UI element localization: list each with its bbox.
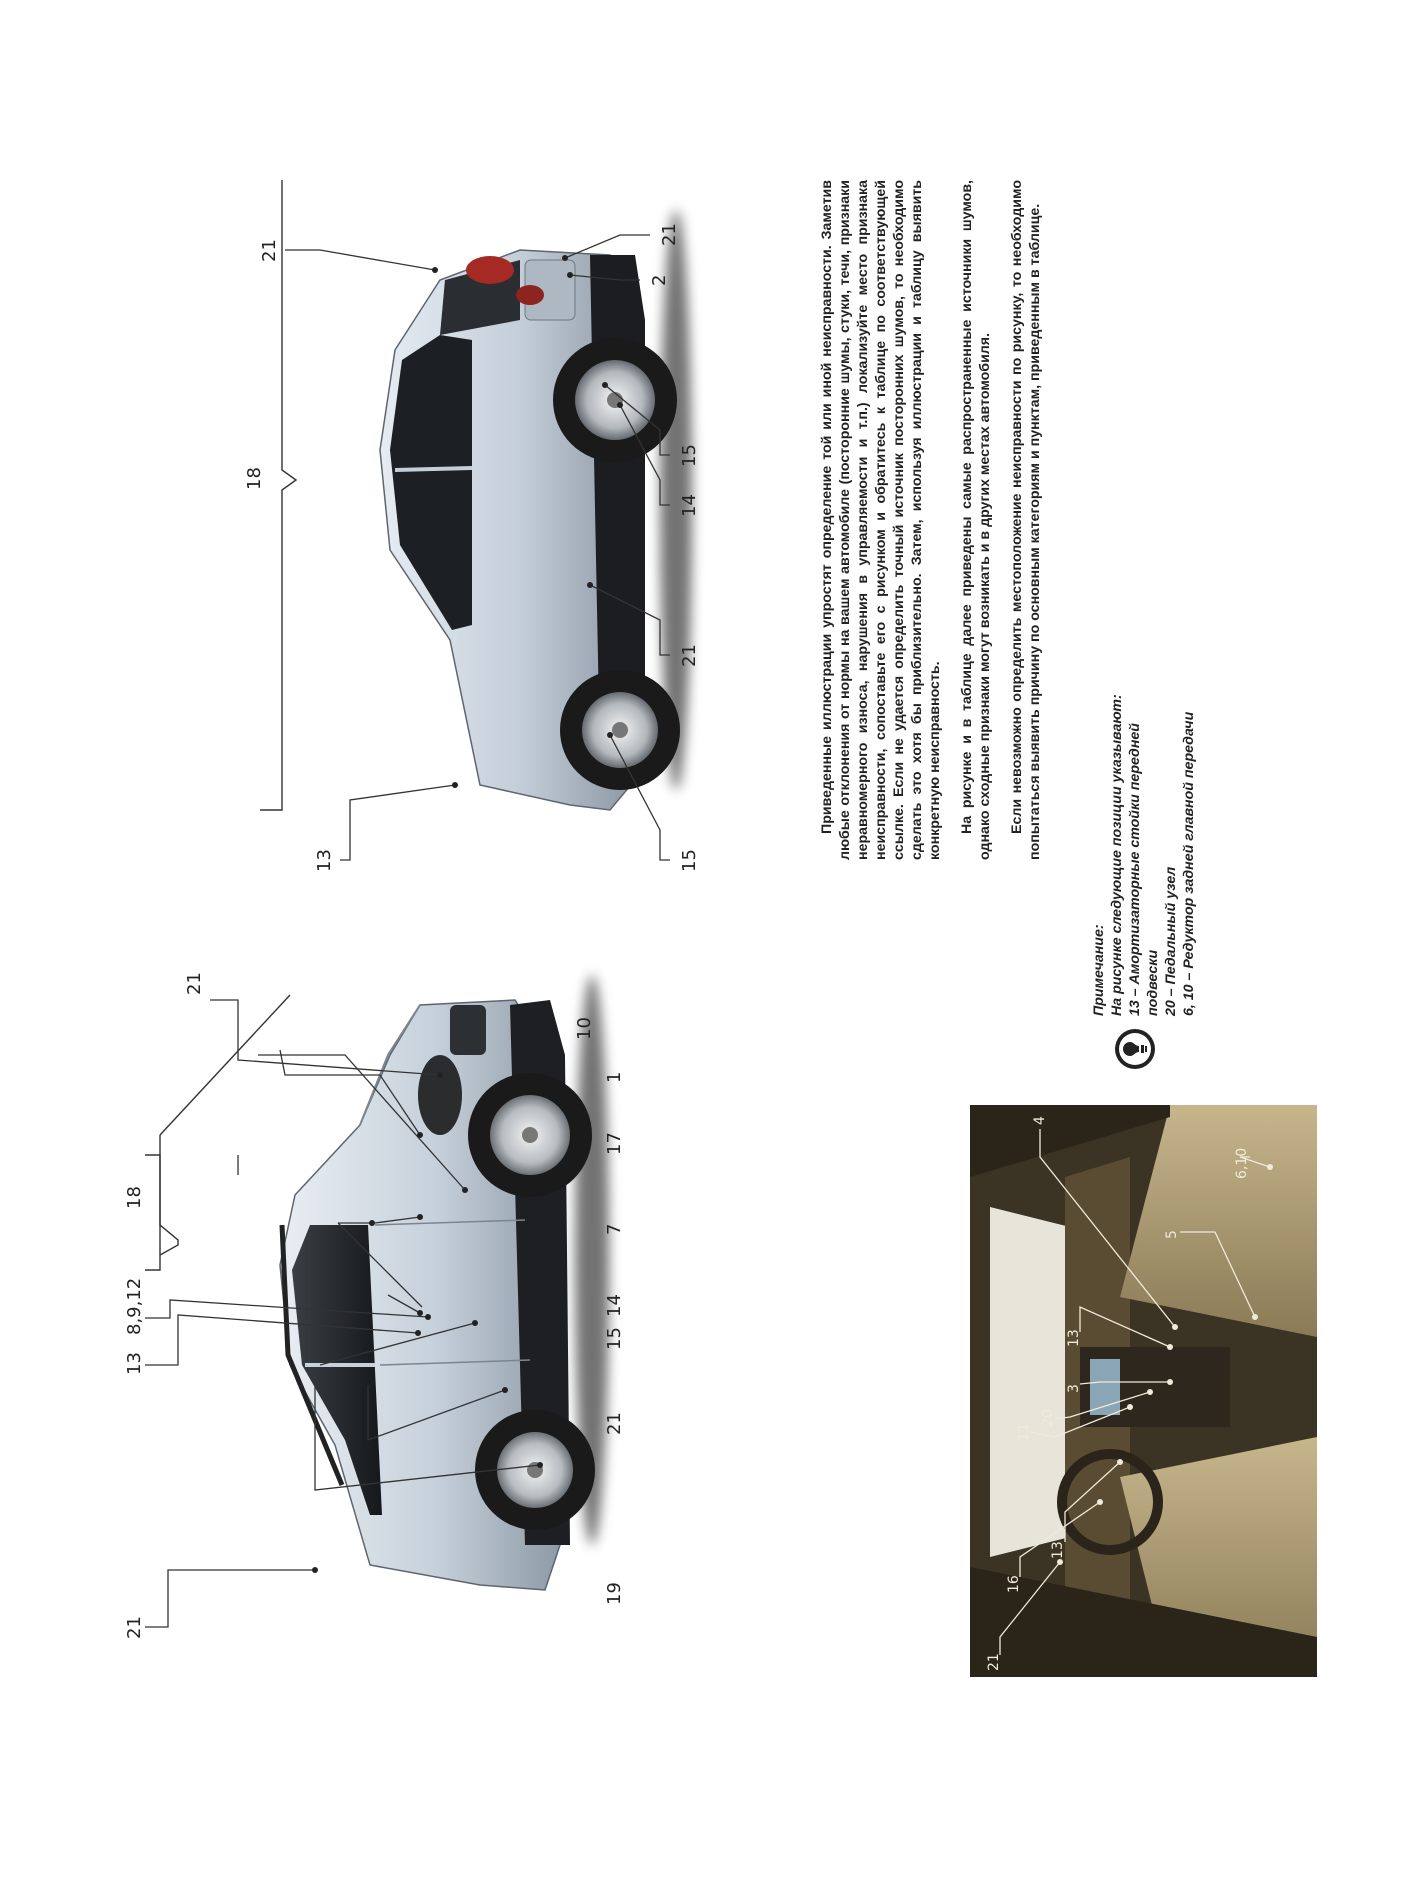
callout-17: 17 [604,1132,625,1155]
callout-7: 7 [604,1223,625,1235]
callout-20: 20 [1040,1409,1056,1427]
callout-21-rear: 21 [184,972,205,995]
callout-21-top: 21 [259,239,280,262]
note-title: Примечание: [1091,924,1107,1016]
callout-21: 21 [986,1653,1002,1671]
callout-15-front: 15 [679,849,700,872]
car-front-figure [120,960,630,1695]
callout-21-mid: 21 [679,644,700,667]
paragraph-3: Если невозможно определить местоположение неисправности по рисунку, то необходимо попытаться выявить причину по основным категориям и пунктам, приведенным в таблице. [1009,180,1043,860]
paragraph-2: На рисунке и в таблице далее приведены самые распространенные источники шумов, однако сходные признаки могут возникать и в других местах автомобиля. [959,180,993,860]
callout-11: 11 [1016,1423,1032,1441]
callout-1: 1 [604,1071,625,1083]
note-line-4: 6, 10 – Редуктор задней главной передачи [1181,711,1197,1016]
callout-15: 15 [604,1327,625,1350]
callout-3: 3 [1066,1384,1082,1393]
callout-19: 19 [604,1582,625,1605]
callout-14: 14 [604,1294,625,1317]
paragraph-1: Приведенные иллюстрации упростят определение той или иной неисправности. Заметив любые отклонения от нормы на вашем автомобиле (посторонние шумы, стуки, течи, признаки неравномерного износа, нарушения в управляемости и т.п.) локализуйте место признака неисправности, сопоставьте его с рисунком и обратитесь к таблице по соответствующей ссылке. Если не удается определить точный источник посторонних шумов, то необходимо сделать это хотя бы приблизительно. Затем, используя иллюстрации и таблицу выявить конкретную неисправность. [819,180,943,860]
callout-5: 5 [1164,1230,1180,1239]
callout-13: 13 [124,1352,145,1375]
car-front-image [120,960,630,1695]
callout-21-mid: 21 [604,1412,625,1435]
callout-16: 16 [1006,1575,1022,1593]
callout-14: 14 [679,494,700,517]
main-text [818,180,1044,860]
callout-10: 10 [574,1017,595,1040]
callout-2: 2 [649,274,670,286]
callout-6-10: 6,10 [1234,1147,1250,1179]
info-icon [1114,1028,1156,1070]
interior-image [970,1105,1317,1677]
callout-8-9-12: 8,9,12 [124,1277,145,1335]
callout-15-rear: 15 [679,444,700,467]
callout-18: 18 [124,1186,145,1209]
note-line-2: 13 – Амортизаторные стойки передней подвески [1127,723,1161,1016]
callout-21-rear: 21 [659,223,680,246]
callout-13-right: 13 [1066,1329,1082,1347]
car-rear-figure [190,180,710,880]
callout-13-left: 13 [1050,1541,1066,1559]
callout-18: 18 [244,467,265,490]
car-rear-image [190,180,710,880]
note-line-3: 20 – Педальный узел [1163,866,1179,1016]
interior-photo [970,1105,1317,1677]
callout-4: 4 [1032,1116,1048,1125]
callout-13: 13 [314,849,335,872]
callout-21-top: 21 [124,1616,145,1639]
note-line-1: На рисунке следующие позиции указывают: [1109,694,1125,1016]
